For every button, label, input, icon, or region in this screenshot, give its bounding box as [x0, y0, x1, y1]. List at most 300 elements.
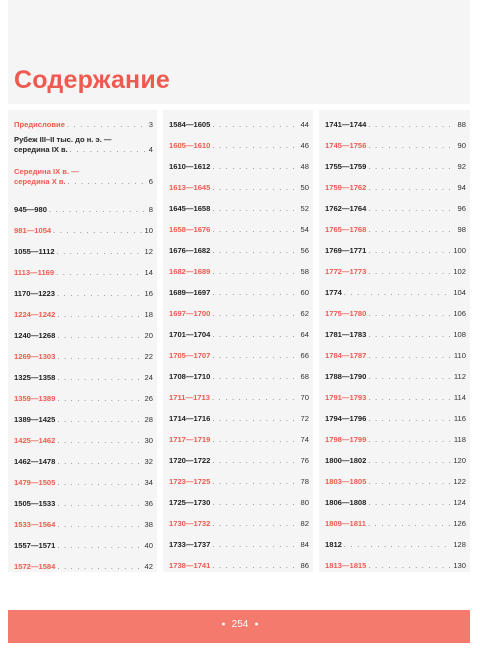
toc-entry-row — [14, 352, 153, 363]
dot-leader — [368, 226, 455, 236]
toc-entry-label: 1533—1564 — [14, 520, 56, 529]
toc-entry-page: 26 — [144, 394, 153, 403]
toc-entry-row — [169, 141, 309, 152]
toc-entry-page: 108 — [453, 330, 466, 339]
toc-entry-label: 1055—1112 — [14, 247, 55, 256]
toc-entry-row — [14, 177, 153, 188]
toc-entry-row — [14, 331, 153, 342]
dot-leader — [368, 205, 455, 215]
toc-entry-row — [325, 456, 466, 467]
toc-entry-page: 84 — [300, 540, 309, 549]
dot-leader — [368, 499, 451, 509]
toc-entry-row — [14, 226, 153, 237]
dot-leader — [212, 541, 298, 551]
dot-leader — [368, 394, 452, 404]
toc-entry-label: 1806—1808 — [325, 498, 367, 507]
toc-entry-label: 1717—1719 — [169, 435, 211, 444]
toc-entry-row — [169, 540, 309, 551]
dot-leader — [368, 163, 455, 173]
toc-entry[interactable] — [325, 561, 466, 572]
toc-entry-page: 100 — [453, 246, 466, 255]
dot-leader — [57, 500, 142, 510]
toc-entry-page: 3 — [148, 120, 153, 129]
toc-entry-row — [169, 246, 309, 257]
dot-leader — [344, 541, 451, 551]
toc-entry-row — [169, 435, 309, 446]
toc-entry-row — [325, 393, 466, 404]
toc-entry-page: 90 — [457, 141, 466, 150]
dot-leader — [53, 227, 142, 237]
toc-entry-page: 28 — [144, 415, 153, 424]
toc-entry-label: 1711—1713 — [169, 393, 210, 402]
toc-entry-label: 1170—1223 — [14, 289, 55, 298]
toc-entry-page: 76 — [300, 456, 309, 465]
toc-entry-page: 74 — [300, 435, 309, 444]
toc-entry-page: 62 — [300, 309, 309, 318]
dot-leader — [57, 332, 142, 342]
toc-entry[interactable] — [325, 120, 466, 131]
toc-entry[interactable] — [14, 499, 153, 510]
toc-entry-page: 70 — [300, 393, 309, 402]
toc-entry-page: 24 — [144, 373, 153, 382]
dot-leader — [57, 542, 142, 552]
toc-entry[interactable] — [14, 205, 153, 216]
toc-entry-row — [325, 414, 466, 425]
toc-column-2 — [163, 110, 313, 572]
toc-entry-row — [325, 351, 466, 362]
dot-leader — [212, 310, 298, 320]
toc-entry-label: 1812 — [325, 540, 342, 549]
dot-leader — [57, 290, 143, 300]
toc-entry[interactable] — [325, 246, 466, 257]
toc-entry-label: 1425—1462 — [14, 436, 56, 445]
dot-leader — [212, 331, 298, 341]
toc-entry-label: 1689—1697 — [169, 288, 211, 297]
toc-entry[interactable] — [169, 267, 309, 278]
toc-entry-page: 52 — [300, 204, 309, 213]
toc-entry-label: 1705—1707 — [169, 351, 211, 360]
toc-entry[interactable] — [14, 457, 153, 468]
dot-leader — [368, 331, 451, 341]
toc-entry[interactable] — [169, 351, 309, 362]
toc-entry-label: середина X в. — [14, 177, 66, 186]
toc-entry-label: 1788—1790 — [325, 372, 367, 381]
dot-leader — [56, 269, 142, 279]
toc-entry-page: 12 — [144, 247, 153, 256]
toc-entry-page: 94 — [457, 183, 466, 192]
toc-entry-label: 1224—1242 — [14, 310, 56, 319]
toc-entry-row — [169, 225, 309, 236]
dot-leader — [57, 248, 143, 258]
toc-entry[interactable] — [14, 226, 153, 237]
toc-entry[interactable] — [14, 562, 153, 573]
toc-entry-label: 1572—1584 — [14, 562, 56, 571]
toc-entry-row — [325, 183, 466, 194]
toc-entry-row — [325, 120, 466, 131]
toc-entry[interactable] — [325, 351, 466, 362]
dot-leader — [57, 395, 142, 405]
dot-leader — [368, 373, 452, 383]
toc-entry[interactable] — [14, 373, 153, 384]
toc-entry[interactable] — [325, 225, 466, 236]
dot-leader — [368, 457, 451, 467]
toc-entry-label: 945—980 — [14, 205, 47, 214]
toc-entry[interactable] — [14, 120, 153, 131]
toc-entry-label: середина IX в. — [14, 145, 68, 154]
dot-leader — [368, 436, 452, 446]
toc-entry-row — [14, 268, 153, 279]
toc-entry-row — [325, 330, 466, 341]
toc-entry-row — [169, 498, 309, 509]
toc-entry-label: 1676—1682 — [169, 246, 211, 255]
dot-leader — [212, 205, 298, 215]
toc-entry-row — [325, 309, 466, 320]
toc-entry-row — [14, 145, 153, 156]
toc-entry-row — [14, 457, 153, 468]
toc-entry[interactable] — [169, 414, 309, 425]
toc-entry-label: 1389—1425 — [14, 415, 56, 424]
toc-entry[interactable] — [14, 352, 153, 363]
toc-entry-row — [14, 499, 153, 510]
toc-entry-page: 110 — [453, 351, 466, 360]
toc-entry-row — [14, 289, 153, 300]
toc-entry[interactable] — [14, 289, 153, 300]
toc-entry[interactable] — [169, 561, 309, 572]
toc-entry[interactable] — [14, 541, 153, 552]
toc-entry-label: 1733—1737 — [169, 540, 211, 549]
dot-leader — [212, 415, 298, 425]
toc-entry-row — [169, 372, 309, 383]
toc-entry-label: 1325—1358 — [14, 373, 56, 382]
dot-leader — [368, 121, 455, 131]
dot-leader — [212, 184, 298, 194]
toc-entry[interactable] — [325, 540, 466, 551]
toc-entry-label: 1462—1478 — [14, 457, 56, 466]
toc-entry[interactable] — [169, 372, 309, 383]
toc-entry-label: 1682—1689 — [169, 267, 211, 276]
toc-entry-page: 88 — [457, 120, 466, 129]
toc-entry[interactable] — [169, 225, 309, 236]
dot-leader — [57, 353, 142, 363]
toc-entry-page: 16 — [144, 289, 153, 298]
toc-entry-label-line1: Рубеж III–II тыс. до н. э. — — [14, 135, 112, 144]
dot-leader — [212, 457, 298, 467]
toc-entry-page: 106 — [453, 309, 466, 318]
toc-entry[interactable] — [325, 330, 466, 341]
toc-entry[interactable] — [14, 478, 153, 489]
toc-entry[interactable] — [169, 141, 309, 152]
toc-entry-label: 1730—1732 — [169, 519, 211, 528]
toc-entry-page: 130 — [453, 561, 466, 570]
toc-entry-label: 1774 — [325, 288, 342, 297]
toc-entry-page: 40 — [144, 541, 153, 550]
toc-entry-row — [325, 477, 466, 488]
toc-entry-page: 36 — [144, 499, 153, 508]
toc-entry-label: 1610—1612 — [169, 162, 211, 171]
toc-entry-row — [325, 540, 466, 551]
toc-entry-label: 1791—1793 — [325, 393, 367, 402]
toc-entry-row — [169, 309, 309, 320]
dot-leader — [212, 121, 298, 131]
dot-leader — [368, 562, 451, 572]
dot-leader — [57, 521, 142, 531]
toc-entry-page: 124 — [453, 498, 466, 507]
toc-entry[interactable] — [169, 393, 309, 404]
toc-entry[interactable] — [325, 267, 466, 278]
toc-entry-page: 44 — [300, 120, 309, 129]
toc-entry-page: 58 — [300, 267, 309, 276]
toc-entry-page: 46 — [300, 141, 309, 150]
toc-entry-page: 50 — [300, 183, 309, 192]
toc-entry-row — [14, 562, 153, 573]
toc-column-3 — [319, 110, 470, 572]
toc-entry[interactable] — [169, 477, 309, 488]
toc-entry-page: 22 — [144, 352, 153, 361]
toc-entry-row — [14, 436, 153, 447]
toc-entry-page: 60 — [300, 288, 309, 297]
toc-entry-row — [169, 267, 309, 278]
toc-entry-label: 1557—1571 — [14, 541, 56, 550]
toc-entry-page: 30 — [144, 436, 153, 445]
toc-entry[interactable] — [14, 436, 153, 447]
dot-leader — [57, 437, 142, 447]
toc-entry[interactable] — [325, 162, 466, 173]
toc-entry[interactable] — [325, 519, 466, 530]
bullet-icon: ● — [254, 621, 259, 628]
toc-entry[interactable] — [325, 393, 466, 404]
toc-entry-label: 1759—1762 — [325, 183, 367, 192]
dot-leader — [212, 436, 298, 446]
dot-leader — [57, 416, 142, 426]
toc-entry[interactable] — [325, 309, 466, 320]
dot-leader — [212, 352, 298, 362]
toc-entry-label: 1613—1645 — [169, 183, 211, 192]
toc-entry-label: 1708—1710 — [169, 372, 211, 381]
toc-entry-label-line1: Середина IX в. — — [14, 167, 79, 176]
toc-entry-label: 1803—1805 — [325, 477, 367, 486]
toc-entry-page: 20 — [144, 331, 153, 340]
dot-leader — [368, 268, 451, 278]
toc-entry[interactable] — [169, 540, 309, 551]
toc-entry[interactable] — [325, 141, 466, 152]
dot-leader — [57, 374, 142, 384]
dot-leader — [212, 499, 298, 509]
toc-entry-row — [169, 204, 309, 215]
dot-leader — [212, 226, 298, 236]
toc-entry[interactable] — [14, 310, 153, 321]
bullet-icon: ● — [221, 621, 226, 628]
toc-entry[interactable] — [325, 372, 466, 383]
toc-entry-page: 18 — [144, 310, 153, 319]
dot-leader — [57, 458, 142, 468]
dot-leader — [368, 142, 455, 152]
toc-entry[interactable] — [169, 162, 309, 173]
toc-entry-label: 1775—1780 — [325, 309, 367, 318]
toc-entry[interactable] — [169, 435, 309, 446]
toc-entry[interactable] — [325, 477, 466, 488]
toc-entry-row — [325, 141, 466, 152]
toc-entry-page: 112 — [453, 372, 466, 381]
toc-entry-page: 66 — [300, 351, 309, 360]
toc-entry-page: 104 — [453, 288, 466, 297]
dot-leader — [368, 184, 455, 194]
toc-entry-page: 92 — [457, 162, 466, 171]
toc-entry[interactable] — [325, 204, 466, 215]
dot-leader — [57, 311, 142, 321]
toc-entry-page: 118 — [453, 435, 466, 444]
toc-entry-row — [325, 204, 466, 215]
toc-entry-page: 38 — [144, 520, 153, 529]
toc-entry-page: 114 — [453, 393, 466, 402]
toc-entry[interactable] — [169, 204, 309, 215]
toc-entry-row — [325, 519, 466, 530]
dot-leader — [212, 142, 298, 152]
toc-entry-page: 54 — [300, 225, 309, 234]
toc-entry[interactable] — [169, 246, 309, 257]
toc-entry[interactable] — [169, 519, 309, 530]
dot-leader — [368, 520, 451, 530]
toc-entry-label: 1809—1811 — [325, 519, 366, 528]
dot-leader — [368, 352, 452, 362]
dot-leader — [368, 247, 451, 257]
toc-entry[interactable] — [325, 456, 466, 467]
toc-entry-page: 82 — [300, 519, 309, 528]
toc-entry-row — [169, 519, 309, 530]
dot-leader — [57, 479, 142, 489]
dot-leader — [212, 562, 298, 572]
toc-entry-label: 1762—1764 — [325, 204, 367, 213]
dot-leader — [212, 268, 298, 278]
toc-entry-label: 1765—1768 — [325, 225, 367, 234]
toc-entry-label: 1772—1773 — [325, 267, 367, 276]
toc-entry-row — [325, 372, 466, 383]
toc-entry-label: 1113—1169 — [14, 268, 55, 277]
toc-entry-row — [14, 478, 153, 489]
toc-entry-label: 1479—1505 — [14, 478, 56, 487]
toc-entry-row — [14, 415, 153, 426]
toc-entry-row — [14, 520, 153, 531]
toc-entry-page: 80 — [300, 498, 309, 507]
dot-leader — [344, 289, 451, 299]
toc-entry-label: 1725—1730 — [169, 498, 211, 507]
dot-leader — [212, 289, 298, 299]
toc-column-1 — [8, 110, 157, 572]
toc-entry[interactable] — [14, 394, 153, 405]
toc-entry-page: 8 — [148, 205, 153, 214]
toc-entry[interactable] — [14, 135, 153, 156]
toc-entry-label: 1755—1759 — [325, 162, 367, 171]
toc-entry-row — [169, 330, 309, 341]
toc-entry-row — [169, 351, 309, 362]
dot-leader — [368, 478, 451, 488]
toc-entry-label: 1359—1389 — [14, 394, 56, 403]
toc-entry[interactable] — [169, 120, 309, 131]
toc-entry[interactable] — [169, 309, 309, 320]
page-number-text: 254 — [231, 619, 249, 630]
toc-entry[interactable] — [169, 183, 309, 194]
toc-entry-label: 1813—1815 — [325, 561, 367, 570]
toc-entry[interactable] — [14, 247, 153, 258]
toc-entry[interactable] — [169, 330, 309, 341]
toc-entry-label: 1794—1796 — [325, 414, 367, 423]
toc-entry-label: 1605—1610 — [169, 141, 211, 150]
toc-entry[interactable] — [169, 288, 309, 299]
toc-entry-label: 1723—1725 — [169, 477, 211, 486]
toc-entry-page: 42 — [144, 562, 153, 571]
toc-entry-page: 32 — [144, 457, 153, 466]
page-number — [0, 619, 480, 630]
toc-entry[interactable] — [14, 167, 153, 188]
toc-entry-row — [169, 288, 309, 299]
toc-entry-row — [325, 561, 466, 572]
dot-leader — [368, 415, 452, 425]
toc-entry-row — [169, 183, 309, 194]
dot-leader — [70, 146, 147, 156]
toc-entry-row — [14, 205, 153, 216]
toc-entry-row — [169, 477, 309, 488]
toc-entry-label: 1781—1783 — [325, 330, 367, 339]
dot-leader — [57, 563, 142, 573]
dot-leader — [68, 178, 147, 188]
toc-entry-page: 34 — [144, 478, 153, 487]
toc-entry[interactable] — [325, 435, 466, 446]
toc-entry-label: 1505—1533 — [14, 499, 56, 508]
toc-entry[interactable] — [14, 520, 153, 531]
toc-entry-label: 1269—1303 — [14, 352, 56, 361]
toc-entry-row — [325, 435, 466, 446]
toc-entry-row — [169, 393, 309, 404]
toc-entry-row — [169, 120, 309, 131]
toc-entry[interactable] — [169, 498, 309, 509]
toc-entry-row — [14, 310, 153, 321]
toc-entry-label: 1584—1605 — [169, 120, 211, 129]
dot-leader — [212, 373, 298, 383]
toc-entry-page: 72 — [300, 414, 309, 423]
toc-entry-page: 122 — [453, 477, 466, 486]
toc-entry[interactable] — [14, 331, 153, 342]
toc-entry[interactable] — [325, 183, 466, 194]
toc-entry-page: 102 — [453, 267, 466, 276]
toc-entry[interactable] — [325, 288, 466, 299]
toc-entry-label: 1784—1787 — [325, 351, 367, 360]
toc-entry-page: 6 — [148, 177, 153, 186]
toc-entry[interactable] — [14, 268, 153, 279]
toc-entry-label: 1701—1704 — [169, 330, 211, 339]
toc-entry-row — [14, 541, 153, 552]
toc-entry-row — [325, 498, 466, 509]
toc-entry[interactable] — [325, 414, 466, 425]
toc-entry-label: 1800—1802 — [325, 456, 367, 465]
toc-entry-row — [169, 561, 309, 572]
toc-entry-page: 68 — [300, 372, 309, 381]
toc-entry[interactable] — [14, 415, 153, 426]
toc-entry-row — [325, 288, 466, 299]
dot-leader — [67, 121, 147, 131]
toc-entry-label: 1240—1268 — [14, 331, 56, 340]
toc-entry[interactable] — [325, 498, 466, 509]
dot-leader — [212, 163, 298, 173]
toc-entry[interactable] — [169, 456, 309, 467]
toc-entry-page: 126 — [453, 519, 466, 528]
toc-entry-page: 78 — [300, 477, 309, 486]
toc-entry-label: Предисловие — [14, 120, 65, 129]
toc-entry-page: 14 — [144, 268, 153, 277]
toc-entry-row — [325, 246, 466, 257]
toc-entry-label: 981—1054 — [14, 226, 52, 235]
toc-entry-page: 64 — [300, 330, 309, 339]
dot-leader — [212, 394, 299, 404]
toc-entry-page: 56 — [300, 246, 309, 255]
